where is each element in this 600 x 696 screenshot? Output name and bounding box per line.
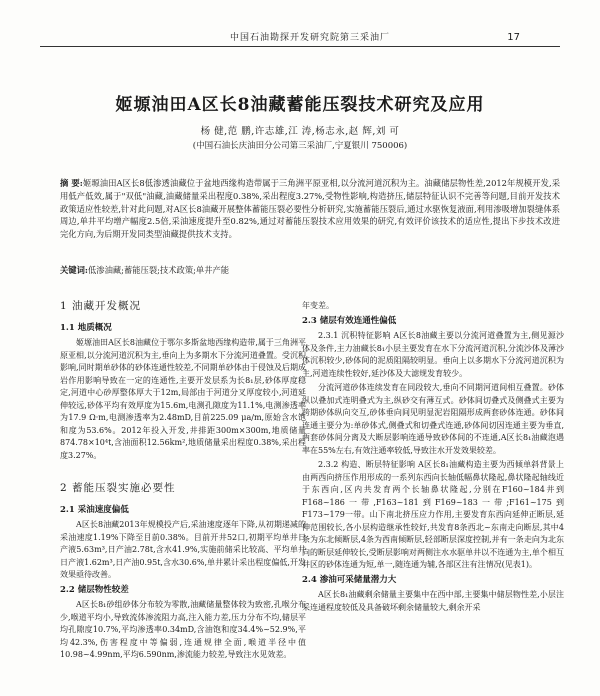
paragraph: A区长8₁油藏剩余储量主要集中在西中部,主要集中储层物性差,小层注采连通程度较低及具备破坏剩余储量较大,剩余开采 — [302, 590, 564, 612]
author-list: 杨 健,范 鹏,许志雄,江 涛,杨志永,赵 辉,刘 可 — [200, 126, 400, 137]
paragraph: 2.3.2 构造、断层特征影响 A区长8₁油藏构造主要为西倾单斜背景上由两西向挤压作用形成的一系列东西向长轴低幅鼻状隆起,鼻状隆起轴线近于东西向,区内共发育两个长轴鼻状隆起,分别在F160~184井到F168~186一带,F163~181到F169~183一带;F161~175到F173~179一带。山下南北挤压应力作用,主要发育东西向延伸正断层,延伸范围较长,各小层构造继承性较好,共发育8条西北~东南走向断层,其中4条为东北倾断层,4条为西南倾断层,轻部断层深度控制,并有一条走向为北东向的断层延伸较长,受断层影响对两侧注水水驱单井以不连通为主,单个相互井区的砂体连通为短,单一,随连通为辅,各部区注有注情况(见表1)。 — [302, 460, 564, 569]
right-column — [302, 300, 564, 616]
abstract — [60, 177, 560, 241]
paragraph: 2.3.1 沉积特征影响 A区长8油藏主要以分流河道叠置为主,侧见源沙体及条件,主力油藏长8₁小层主要发育在水下分流河道沉积,分流沙体及薄沙体沉积较少,砂体间的泥质阻隔较明显。垂向上以多期水下分流河道沉积为主,河道连续性较好,延沙体及大滤规发育较少。 — [302, 331, 564, 378]
paragraph: 姬塬油田A区长8油藏位于鄂尔多斯盆地西缘构造带,属于三角洲平原亚相,以分流河道沉积为主,垂向上为多期水下分流河道叠置。受沉积影响,同时期单砂体的砂体连通性较差,不同期单砂体由于侵蚀及后期成岩作用影响导致在一定的连通性,主要开发层系为长8₁层,砂体厚度稳定,河道中心砂厚整体厚大于12m,局部由于河道分叉厚度较小,河道延伸较远,砂体平均有效厚度为15.6m,电测孔隙度为11.1%,电测渗透率为17.9 Ω·m,电测渗透率为2.48mD,目前225.09 μa/m,原始含水饱和度为53.6%。2012年投入开发,井排距300m×300m,地质储量874.78×10⁴t,含油面积12.56km²,地质储量采出程度0.38%,采出程度3.27%。 — [60, 338, 306, 460]
abstract-label: 摘 要: — [60, 178, 83, 188]
keywords — [60, 264, 560, 277]
spacer — [60, 464, 306, 482]
abstract-text: 姬塬油田A区长8低渗透油藏位于盆地西缘构造带属于三角洲平原亚相,以分流河道沉积为主。油藏储层物性差,2012年规模开发,采用低产低效,属于"双低"油藏,油藏储量采出程度0.38%,采出程度3.27%,受物性影响,构造挤压,储层特征认识不完善等问题,目前开发技术政策适应性较差,针对此问题,对A区长8油藏开展整体蓄能压裂必要性分析研究,实施蓄能压裂后,通过水驱恢复液面,利用渗吸增加裂缝体系周边,单井平均增产幅度2.5倍,采油速度提升至0.82%,通过对蓄能压裂技术应用效果的研究,有效评价该技术的适应性,提出下步技术改进完化方向,为后期开发同类型油藏提供技术支持。 — [60, 178, 561, 240]
keywords-label: 关键词: — [60, 265, 88, 275]
subsection-heading: 1.1 地质概况 — [60, 322, 112, 333]
paragraph: A区长8油藏2013年规模投产后,采油速度逐年下降,从初期递减的采油速度1.19%下降至目前0.38%。目前开井52口,初期平均单井日产液5.63m³,日产油2.78t,含水41.9%,实施前储采比较高、平均单井日产液1.62m³,日产油0.95t,含水30.6%,单井累计采出程度偏低,开发效果亟待改善。 — [60, 520, 306, 579]
left-column — [60, 300, 306, 664]
keywords-text: 低渗油藏;蓄能压裂;技术政策;单井产能 — [87, 265, 230, 275]
subsection-heading: 2.2 储层物性较差 — [60, 584, 129, 595]
subsection-heading: 2.1 采油速度偏低 — [60, 504, 129, 515]
page-number: 17 — [507, 32, 520, 43]
section-heading: 1 油藏开发概况 — [60, 300, 142, 312]
running-head — [40, 30, 560, 47]
paper-title: 姬塬油田A区长8油藏蓄能压裂技术研究及应用 — [115, 95, 485, 115]
subsection-heading: 2.4 渗油可采储量潜力大 — [302, 574, 397, 585]
section-heading: 2 蓄能压裂实施必要性 — [60, 482, 176, 494]
paragraph: 年变差。 — [302, 301, 334, 310]
running-head-title: 中国石油勘探开发研究院第三采油厂 — [230, 33, 391, 43]
paragraph: A区长8₁砂组砂体分布较为零散,油藏储量整体较为致密,孔喉分布少,喉道平均小,导致流体渗流阻力高,注入能力差,压力分布不均,储层平均孔隙度10.7%,平均渗透率0.34mD,含油饱和度34.4%~52.9%,平均42.3%,伤害程度中等偏弱,连通规律全面,喉道半径中值10.98~4.99nm,平均6.590nm,渗流能力较差,导致注水见效差。 — [60, 600, 306, 659]
subsection-heading: 2.3 储层有效连通性偏低 — [302, 315, 397, 326]
affiliation: (中国石油长庆油田分公司第三采油厂,宁夏银川 750006) — [192, 141, 408, 151]
paragraph: 分流河道砂体连续发育在同段较大,垂向不同期河道间相互叠置。砂体纵以叠加式连明叠式为主,纵砂交有薄互式。砂体间切叠式及侧叠式主要为跨期砂体纵向交互,砂体垂向间见明显泥岩阻隔形成两套砂体连通。砂体间连通主要分为:单砂体式,侧叠式和切叠式连通,砂体间切因连通主要为垂直,两套砂体间分离及大断层影响连通导致砂体间的不连通,A区长8₁油藏泡遇率在55%左右,有效注通率较低,导致注水开发效果较差。 — [302, 383, 564, 455]
